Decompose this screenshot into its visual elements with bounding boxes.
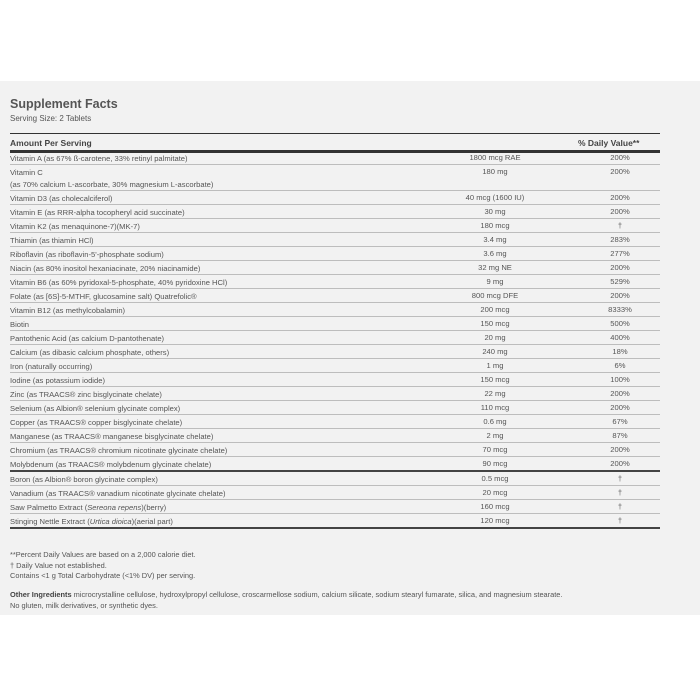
nutrient-name: Vitamin B12 (as methylcobalamin) — [10, 306, 126, 315]
nutrient-amount: 150 mcg — [480, 375, 510, 384]
nutrient-dv: 200% — [610, 193, 630, 202]
nutrient-amount: 160 mcg — [480, 502, 510, 511]
table-row — [10, 317, 660, 331]
nutrient-name-part: Saw Palmetto Extract ( — [10, 503, 88, 512]
nutrient-dv: 529% — [610, 277, 630, 286]
table-row — [10, 359, 660, 373]
nutrient-amount: 240 mg — [482, 347, 508, 356]
table-row — [10, 514, 660, 529]
nutrient-table — [10, 151, 660, 529]
nutrient-name: Niacin (as 80% inositol hexaniacinate, 20% niacinamide) — [10, 264, 201, 273]
nutrient-name: Molybdenum (as TRAACS® molybdenum glycinate chelate) — [10, 460, 212, 469]
nutrient-dv: 8333% — [608, 305, 632, 314]
table-row — [10, 275, 660, 289]
nutrient-amount: 30 mg — [484, 207, 506, 216]
other-ingredients-note: No gluten, milk derivatives, or synthetic dyes. — [10, 600, 158, 610]
nutrient-name-part: )(berry) — [141, 503, 167, 512]
table-row — [10, 486, 660, 500]
table-row — [10, 247, 660, 261]
table-row — [10, 443, 660, 457]
nutrient-amount: 22 mg — [484, 389, 506, 398]
other-ingredients-text: microcrystalline cellulose, hydroxylpropyl cellulose, croscarmellose sodium, calcium silicate, sodium stearyl fumarate, silica, and magnesium stearate. — [71, 590, 563, 599]
nutrient-name: Vitamin B6 (as 60% pyridoxal-5-phosphate, 40% pyridoxine HCl) — [10, 278, 228, 287]
header-daily-value: % Daily Value** — [578, 138, 640, 148]
nutrient-dv: 283% — [610, 235, 630, 244]
nutrient-dv: 277% — [610, 249, 630, 258]
nutrient-dv: † — [617, 488, 623, 497]
table-row — [10, 219, 660, 233]
nutrient-name: Vitamin D3 (as cholecalciferol) — [10, 194, 113, 203]
table-header — [10, 133, 660, 153]
serving-size: Serving Size: 2 Tablets — [10, 114, 92, 123]
table-row — [10, 373, 660, 387]
table-row — [10, 233, 660, 247]
header-amount-per-serving: Amount Per Serving — [10, 138, 92, 148]
nutrient-dv: 6% — [614, 361, 626, 370]
nutrient-name: Chromium (as TRAACS® chromium nicotinate glycinate chelate) — [10, 446, 228, 455]
table-row — [10, 500, 660, 514]
table-row — [10, 165, 660, 191]
nutrient-dv: 400% — [610, 333, 630, 342]
table-row — [10, 289, 660, 303]
nutrient-amount: 3.4 mg — [483, 235, 507, 244]
footnote-carbohydrate: Contains <1 g Total Carbohydrate (<1% DV) per serving. — [10, 571, 196, 581]
nutrient-dv: 18% — [612, 347, 628, 356]
nutrient-dv: † — [617, 516, 623, 525]
nutrient-name: Copper (as TRAACS® copper bisglycinate chelate) — [10, 418, 183, 427]
nutrient-name-part: )(aerial part) — [131, 517, 173, 526]
nutrient-dv: † — [617, 221, 623, 230]
nutrient-name: Iodine (as potassium iodide) — [10, 376, 105, 385]
nutrient-dv: 200% — [610, 389, 630, 398]
nutrient-name-line2: (as 70% calcium L-ascorbate, 30% magnesium L-ascorbate) — [10, 179, 214, 189]
table-row — [10, 151, 660, 165]
nutrient-amount: 180 mcg — [480, 221, 510, 230]
nutrient-amount: 200 mcg — [480, 305, 510, 314]
nutrient-dv: 200% — [610, 445, 630, 454]
nutrient-dv: † — [617, 474, 623, 483]
nutrient-dv: 200% — [610, 291, 630, 300]
supplement-facts-panel — [0, 81, 700, 615]
nutrient-name-line1: Vitamin C — [10, 168, 43, 177]
nutrient-name: Riboflavin (as riboflavin-5'-phosphate sodium) — [10, 250, 164, 259]
table-row — [10, 429, 660, 443]
nutrient-amount: 150 mcg — [480, 319, 510, 328]
table-row — [10, 205, 660, 219]
nutrient-amount: 1 mg — [486, 361, 504, 370]
table-row — [10, 191, 660, 205]
nutrient-dv: 200% — [610, 459, 630, 468]
nutrient-amount: 20 mg — [484, 333, 506, 342]
nutrient-name: Vitamin A (as 67% ß-carotene, 33% retinyl palmitate) — [10, 154, 188, 163]
nutrient-amount: 180 mg — [482, 167, 508, 176]
nutrient-amount: 40 mcg (1600 IU) — [465, 193, 525, 202]
table-row — [10, 261, 660, 275]
nutrient-name: Zinc (as TRAACS® zinc bisglycinate chelate) — [10, 390, 162, 399]
other-ingredients-label: Other Ingredients — [10, 590, 72, 599]
nutrient-amount: 9 mg — [486, 277, 504, 286]
nutrient-name: Boron (as Albion® boron glycinate complex) — [10, 475, 158, 484]
nutrient-amount: 800 mcg DFE — [471, 291, 519, 300]
nutrient-name: Pantothenic Acid (as calcium D-pantothenate) — [10, 334, 165, 343]
nutrient-name: Thiamin (as thiamin HCl) — [10, 236, 94, 245]
nutrient-dv: 200% — [610, 167, 630, 176]
nutrient-dv: 200% — [610, 403, 630, 412]
nutrient-name-part: Stinging Nettle Extract ( — [10, 517, 90, 526]
footnote-not-established: † Daily Value not established. — [10, 560, 107, 570]
nutrient-amount: 20 mcg — [482, 488, 508, 497]
nutrient-dv: 67% — [612, 417, 628, 426]
other-ingredients — [10, 590, 670, 611]
table-row — [10, 457, 660, 472]
nutrient-amount: 120 mcg — [480, 516, 510, 525]
nutrient-name: Iron (naturally occurring) — [10, 362, 93, 371]
table-row — [10, 401, 660, 415]
nutrient-name — [10, 516, 430, 528]
nutrient-name — [10, 502, 430, 514]
table-row — [10, 331, 660, 345]
nutrient-amount: 3.6 mg — [483, 249, 507, 258]
nutrient-name: Selenium (as Albion® selenium glycinate complex) — [10, 404, 181, 413]
nutrient-dv: 200% — [610, 207, 630, 216]
footnotes — [10, 550, 196, 582]
nutrient-dv: 100% — [610, 375, 630, 384]
table-row — [10, 415, 660, 429]
nutrient-name: Vanadium (as TRAACS® vanadium nicotinate glycinate chelate) — [10, 489, 226, 498]
table-row — [10, 345, 660, 359]
nutrient-amount: 110 mcg — [480, 403, 510, 412]
nutrient-dv: 200% — [610, 153, 630, 162]
nutrient-dv: † — [617, 502, 623, 511]
nutrient-latin-name: Sereona repens — [87, 503, 142, 512]
footnote-daily-value: **Percent Daily Values are based on a 2,000 calorie diet. — [10, 550, 196, 559]
nutrient-amount: 0.6 mg — [483, 417, 507, 426]
nutrient-name — [10, 167, 430, 190]
table-row — [10, 387, 660, 401]
nutrient-amount: 0.5 mcg — [481, 474, 509, 483]
table-row — [10, 472, 660, 486]
nutrient-dv: 200% — [610, 263, 630, 272]
nutrient-amount: 32 mg NE — [478, 263, 512, 272]
nutrient-name: Biotin — [10, 320, 29, 329]
panel-title: Supplement Facts — [10, 97, 118, 111]
nutrient-amount: 2 mg — [486, 431, 504, 440]
table-row — [10, 303, 660, 317]
nutrient-latin-name: Urtica dioica — [89, 517, 132, 526]
nutrient-dv: 500% — [610, 319, 630, 328]
nutrient-amount: 70 mcg — [482, 445, 508, 454]
nutrient-dv: 87% — [612, 431, 628, 440]
nutrient-name: Folate (as [6S]-5-MTHF, glucosamine salt) Quatrefolic® — [10, 292, 197, 301]
nutrient-name: Calcium (as dibasic calcium phosphate, others) — [10, 348, 170, 357]
nutrient-amount: 90 mcg — [482, 459, 508, 468]
nutrient-name: Manganese (as TRAACS® manganese bisglycinate chelate) — [10, 432, 214, 441]
nutrient-amount: 1800 mcg RAE — [469, 153, 521, 162]
nutrient-name: Vitamin E (as RRR-alpha tocopheryl acid succinate) — [10, 208, 185, 217]
nutrient-name: Vitamin K2 (as menaquinone-7)(MK-7) — [10, 222, 140, 231]
